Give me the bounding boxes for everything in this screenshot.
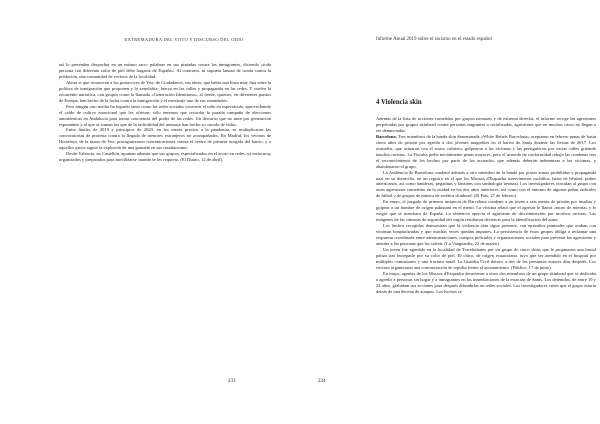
right-paragraph-3 — [376, 170, 596, 200]
paragraph-body: Un joven fue agredido en la localidad de Torrelodones por un grupo de cinco skins que le propinaron una brutal paliza tras increparle por su color de piel. El chico, de origen ecuatoriano, tuvo que ser atendido en el hospital por múltiples contusiones y una fractura nasal. La Guardia Civil detuvo a dos de los presuntos autores días después. Los vecinos organizaron una concentración de repulsa frente al ayuntamiento. (Público, 17 de junio). — [376, 246, 596, 270]
right-page — [300, 0, 600, 424]
right-page-number: 234 — [318, 379, 326, 384]
right-paragraph-7 — [376, 271, 596, 295]
left-paragraph-4: Entre finales de 2019 y principios de 2020, en los meses previos a la pandemia, se multiplicaron las convocatorias de protesta contra la llegada de menores extranjeros no acompañados. En Madrid, los vecinos de Hortaleza, de la mano de Vox, protagonizaron concentraciones contra el centro de primera acogida del barrio, y a aquellos gritos siguió la explosión de una granada en sus instalaciones. — [59, 127, 271, 151]
paragraph-body: Además de la lista de acciones cometidas por grupos neonazis y de extrema derecha, el informe recoge las agresiones perpetradas por grupos skinhead contra personas migrantes o racializadas, agresiones que en muchos casos no llegan a ser denunciadas. — [376, 116, 596, 133]
left-paragraph-3: Pero ningún otro medio ha logrado tanto como las redes sociales convertir el odio en espectáculo, aprovechando el caldo de cultivo emocional que les ofrecen; sólo tenemos que recordar la pasada campaña de elecciones autonómicas en Andalucía para tomar conciencia del poder de las redes. Un discurso que no nace por generación espontánea y al que se suman los que de la radicalidad del mensaje han hecho su «modo de vida». — [59, 103, 271, 127]
right-paragraph-4 — [376, 199, 596, 223]
right-paragraph-1 — [376, 116, 596, 134]
paragraph-body: Los hechos recogidos demuestran que la violencia skin sigue presente, con episodios puntuales que acaban con víctimas hospitalizadas y que muchas veces quedan impunes. La persistencia de estos grupos obliga a reclamar una respuesta coordinada entre administraciones, cuerpos policiales y organizaciones sociales para prevenir las agresiones y atender a las personas que las sufren. (La Vanguardia, 22 de marzo). — [376, 223, 596, 247]
left-paragraph-5: Desde Valencia, en Castellón, apuntan además que sus grupos, especializados en el acoso en redes, ya están muy organizados y preparados para movilizarse cuando se les requiera. (El Diario, 12 de abril). — [59, 151, 271, 163]
right-paragraph-6 — [376, 247, 596, 271]
paragraph-lead: Barcelona. — [376, 133, 397, 139]
left-paragraph-1: así lo pretenden despachar en un mismo saco: palabras en sus pintadas contra los inmigrantes, diciendo «toda persona con diferente color de piel debe largarse de España». Al contrario, ni siquiera lanzan de ironía contra la población, una comunidad de vecinos de la localidad. — [59, 62, 271, 79]
paragraph-body: En enero, el juzgado de primera instancia de Barcelona condenó a un joven a seis meses de prisión por insultar y golpear a un hombre de origen pakistaní en el metro. La víctima relató que el agresor le llamó «moro de mierda» y le exigió que se marchara de España. La sentencia aprecia el agravante de discriminación por motivos racistas. Las imágenes de las cámaras de seguridad del vagón resultaron decisivas para la identificación del autor. — [376, 199, 596, 223]
chapter-title: 4 Violencia skin — [376, 99, 422, 106]
paragraph-body: En mayo, agentes de los Mossos d'Esquadra detuvieron a otros dos miembros de un grupo skinhead que se dedicaba a agredir a personas sin hogar y a inmigrantes en las inmediaciones de la estación de Sants. Los detenidos, de entre 19 y 24 años, grababan sus acciones para después difundirlas en redes sociales. Los investigadores creen que el grupo estaría detrás de una decena de ataques. Los hechos se — [376, 270, 596, 294]
right-body-text — [376, 116, 596, 295]
paragraph-body: La Audiencia de Barcelona condenó además a otro miembro de la banda por portar armas prohibidas y propaganda nazi en su domicilio, en un registro en el que los Mossos d'Esquadra intervinieron cuchillos, bates de béisbol, puños americanos, así como banderas, pegatinas y fanzines con simbología neonazi. Los investigadores vinculan al grupo con otras agresiones cometidas en la ciudad en los dos años anteriores, así como con el entorno de algunas peñas radicales de fútbol y de grupos de música de estética skinhead. (El País, 27 de febrero). — [376, 169, 596, 199]
left-page-number: 233 — [228, 379, 236, 384]
left-running-head: EXTREMADURA DEL VOTO Y DISCURSO DEL ODIO — [124, 37, 244, 42]
left-body-text — [59, 62, 271, 163]
paragraph-body: Tres miembros de la banda skin denominada «White Rebels Barcelona» aceptaron en febrero penas de hasta cinco años de prisión por agredir a dos jóvenes magrebíes en el barrio de Sants durante las fiestas de 2017. Los acusados, que actuaron con el rostro cubierto, golpearon a las víctimas y las persiguieron por varias calles gritando insultos racistas. La Fiscalía pedía inicialmente penas mayores, pero el acuerdo de conformidad rebajó las condenas tras el reconocimiento de los hechos por parte de los acusados, que además deberán indemnizar a las víctimas, y abandonaron el grupo. — [376, 133, 596, 169]
left-paragraph-2: Ahora sí que reconocen a los portavoces de Vox, de Ciudadanos, sus ideas, que había una línea muy fina entre la política de inmigración que proponen y la xenofobia: fuerza en las calles y propaganda en las redes. Y vuelve la recurrente narrativa, con grupos como la llamada «Generación Identitaria», al frente, quienes, en diferentes puntos de Europa, han hecho de la lucha contra la inmigración y el mestizaje uno de sus estandartes. — [59, 79, 271, 103]
right-paragraph-5 — [376, 223, 596, 247]
right-running-head: Informe Anual 2019 sobre el racismo en el estado español — [376, 37, 492, 42]
right-paragraph-2 — [376, 134, 596, 170]
